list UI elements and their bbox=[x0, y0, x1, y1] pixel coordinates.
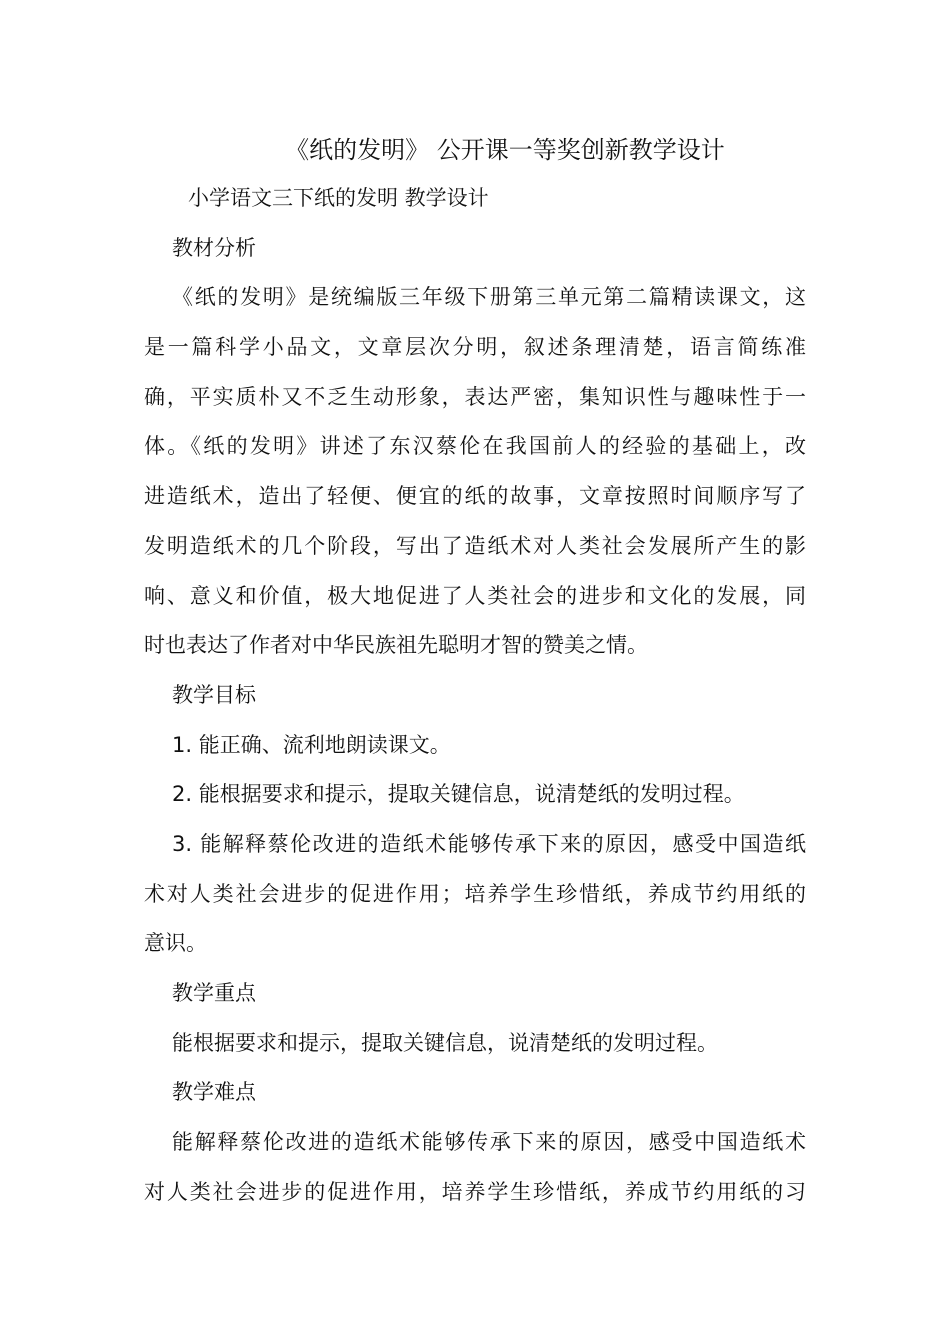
analysis-line: 响、意义和价值，极大地促进了人类社会的进步和文化的发展，同 bbox=[144, 583, 806, 608]
goal-item-3-line: 3. 能解释蔡伦改进的造纸术能够传承下来的原因，感受中国造纸 bbox=[172, 831, 806, 856]
section-heading-key: 教学重点 bbox=[172, 981, 256, 1005]
analysis-line: 进造纸术，造出了轻便、便宜的纸的故事，文章按照时间顺序写了 bbox=[144, 484, 806, 509]
goal-item-1: 1. 能正确、流利地朗读课文。 bbox=[172, 732, 451, 757]
subtitle: 小学语文三下纸的发明 教学设计 bbox=[188, 186, 489, 210]
analysis-line: 是一篇科学小品文，文章层次分明，叙述条理清楚，语言简练准 bbox=[144, 335, 806, 360]
goal-item-2: 2. 能根据要求和提示，提取关键信息，说清楚纸的发明过程。 bbox=[172, 782, 745, 807]
key-point-text: 能根据要求和提示，提取关键信息，说清楚纸的发明过程。 bbox=[172, 1030, 718, 1055]
analysis-line: 《纸的发明》是统编版三年级下册第三单元第二篇精读课文，这 bbox=[172, 285, 806, 310]
analysis-line: 体。《纸的发明》讲述了东汉蔡伦在我国前人的经验的基础上，改 bbox=[144, 434, 806, 459]
analysis-line: 确，平实质朴又不乏生动形象，表达严密，集知识性与趣味性于一 bbox=[144, 384, 806, 409]
section-heading-analysis: 教材分析 bbox=[172, 235, 256, 260]
document-title: 《纸的发明》 公开课一等奖创新教学设计 bbox=[285, 136, 725, 164]
document-body bbox=[144, 174, 806, 1217]
section-heading-difficulty: 教学难点 bbox=[172, 1080, 256, 1105]
section-heading-goals: 教学目标 bbox=[172, 682, 256, 707]
difficulty-line: 能解释蔡伦改进的造纸术能够传承下来的原因，感受中国造纸术 bbox=[172, 1130, 806, 1155]
analysis-line: 时也表达了作者对中华民族祖先聪明才智的赞美之情。 bbox=[144, 633, 648, 658]
goal-item-3-line: 术对人类社会进步的促进作用；培养学生珍惜纸，养成节约用纸的 bbox=[144, 881, 806, 906]
analysis-line: 发明造纸术的几个阶段，写出了造纸术对人类社会发展所产生的影 bbox=[144, 533, 806, 558]
goal-item-3-line: 意识。 bbox=[144, 931, 207, 956]
difficulty-line: 对人类社会进步的促进作用，培养学生珍惜纸，养成节约用纸的习 bbox=[144, 1179, 806, 1204]
